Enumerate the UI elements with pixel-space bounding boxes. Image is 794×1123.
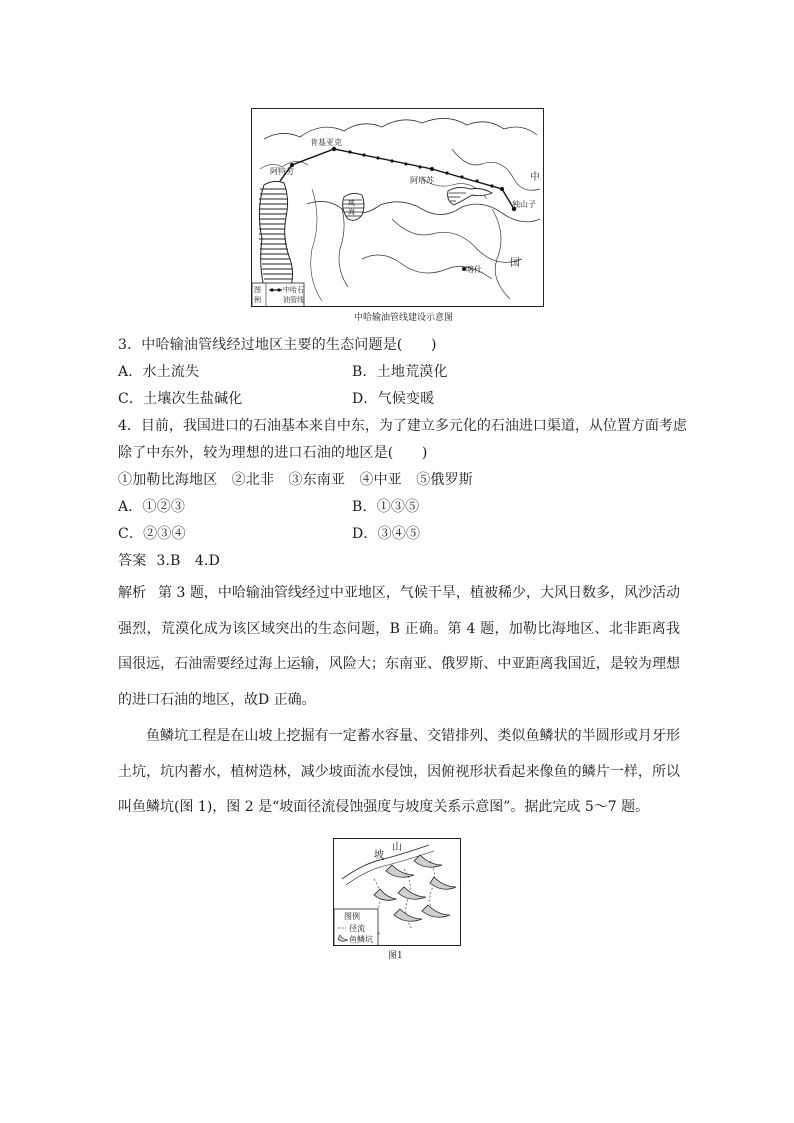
label-hai: 海	[348, 208, 355, 216]
label-dushanzi: 独山子	[512, 200, 536, 209]
pipeline-map	[251, 108, 544, 307]
legend-title-bottom: 例	[254, 296, 261, 304]
q4-stem-line2: 除了中东外，较为理想的进口石油的地区是( )	[118, 445, 428, 461]
label-atyrau: 阿特劳	[270, 167, 294, 176]
label-xian: 咸	[348, 199, 355, 207]
legend-title-top: 图	[254, 286, 261, 294]
lake-balkhash	[448, 187, 492, 205]
q4-option-c: C．②③④	[118, 526, 186, 542]
intro-text: 鱼鳞坑工程是在山坡上挖掘有一定蓄水容量、交错排列、类似鱼鳞状的半圆形或月牙形土坑，坑内蓄水，植树造林，减少坡面流水侵蚀，因俯视形状看起来像鱼的鳞片一样，所以叫鱼鳞坑(图 1)，图 2 是“坡面径流侵蚀强度与坡度关系示意图”。据此完成 5～7 题。	[118, 728, 680, 815]
label-zhong: 中	[530, 172, 540, 183]
map1-caption: 中哈输油管线建设示意图	[354, 313, 454, 323]
pipeline-map-drawing	[252, 109, 544, 307]
q4-stem-line1: 4．目前，我国进口的石油基本来自中东，为了建立多元化的石油进口渠道，从位置方面考虑	[118, 418, 687, 434]
label-guo: 国	[510, 258, 520, 269]
fig1-legend-title: 图例	[344, 912, 360, 921]
intro-paragraph	[118, 719, 680, 826]
fish-scale-pit-figure	[333, 838, 461, 946]
label-kashi: 喀什	[466, 265, 482, 274]
fig1-legend-runoff: 径流	[349, 924, 365, 933]
legend-item-line1: 中哈石	[283, 286, 304, 294]
slope-label-1: 坡	[374, 850, 384, 861]
figure1-caption: 图1	[388, 951, 403, 961]
q3-option-b: B．土地荒漠化	[352, 364, 448, 380]
answer-text: 3.B 4.D	[156, 553, 221, 569]
analysis-text: 第 3 题，中哈输油管线经过中亚地区，气候干旱，植被稀少，大风日数多，风沙活动强烈，荒漠化成为该区域突出的生态问题，B 正确。第 4 题，加勒比海地区、北非距离我国很远，石油需要经过海上运输，风险大；东南亚、俄罗斯、中亚距离我国近，是较为理想的进口石油的地区，故D 正确。	[118, 585, 680, 708]
legend-item-line2: 油管线	[283, 296, 304, 304]
label-atasu: 阿塔苏	[410, 176, 434, 185]
answer-label: 答案	[118, 553, 147, 569]
analysis-label: 解析	[118, 585, 147, 601]
answer-line	[118, 551, 220, 571]
q4-choices: ①加勒比海地区 ②北非 ③东南亚 ④中亚 ⑤俄罗斯	[118, 472, 473, 488]
fig1-legend-pit: 鱼鳞坑	[349, 935, 373, 944]
slope-label-2: 山	[392, 842, 402, 853]
q3-stem: 3．中哈输油管线经过地区主要的生态问题是( )	[118, 337, 437, 353]
q4-option-d: D．③④⑤	[352, 526, 421, 542]
caspian-sea	[259, 181, 293, 295]
label-kendyaly: 肯基亚克	[310, 138, 342, 147]
q4-option-a: A．①②③	[118, 499, 186, 515]
q3-option-d: D．气候变暖	[352, 391, 435, 407]
q3-option-a: A．水土流失	[118, 364, 200, 380]
q4-option-b: B．①③⑤	[352, 499, 420, 515]
analysis-paragraph	[118, 576, 680, 718]
q3-option-c: C．土壤次生盐碱化	[118, 391, 243, 407]
